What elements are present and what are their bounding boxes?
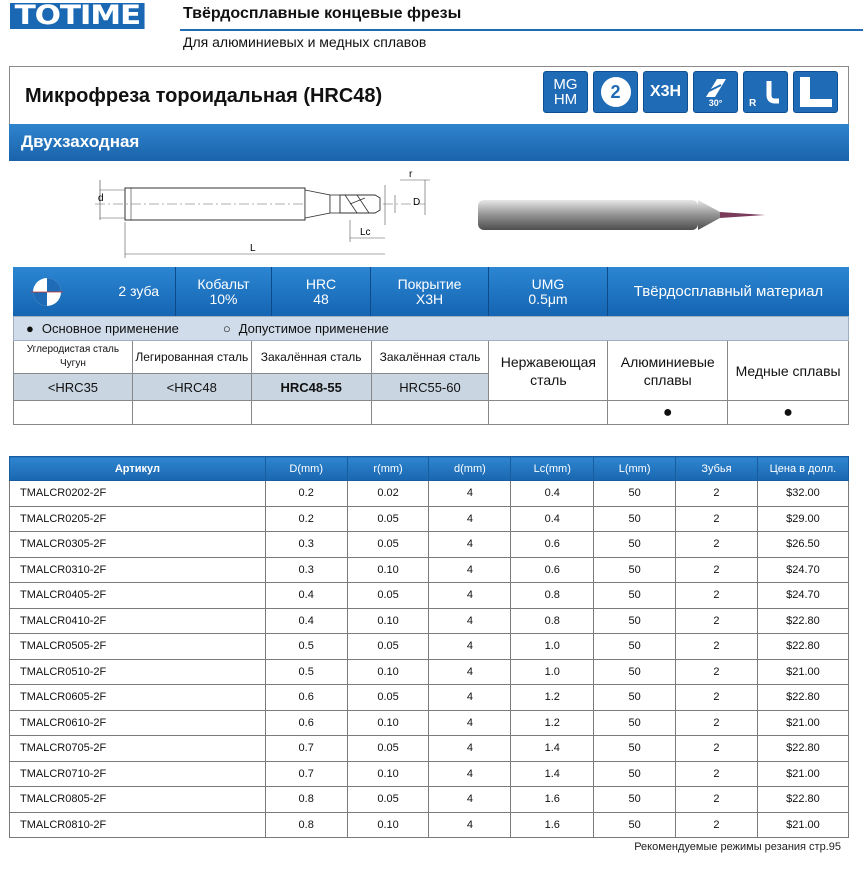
table-cell: 4	[429, 608, 511, 634]
table-row	[10, 685, 849, 711]
table-cell: 0.10	[347, 812, 429, 838]
product-title: Микрофреза тороидальная (HRC48)	[25, 85, 383, 107]
table-cell: 2	[676, 685, 758, 711]
table-cell: 0.05	[347, 685, 429, 711]
table-row	[10, 481, 849, 507]
table-cell: 0.10	[347, 557, 429, 583]
table-cell: 2	[676, 583, 758, 609]
table-cell: $24.70	[757, 557, 848, 583]
table-cell: 0.6	[265, 710, 347, 736]
table-cell: 2	[676, 710, 758, 736]
table-cell: 0.2	[265, 481, 347, 507]
table-row	[10, 634, 849, 660]
feature-badges	[543, 71, 838, 113]
table-cell: $21.00	[757, 659, 848, 685]
table-cell: 4	[429, 685, 511, 711]
table-cell: 2	[676, 812, 758, 838]
header-divider	[180, 29, 863, 31]
table-cell: 0.6	[511, 557, 594, 583]
table-cell: 0.4	[265, 583, 347, 609]
material-carbon-steel: Углеродистая сталь Чугун <HRC35	[14, 341, 133, 425]
table-cell: TMALCR0810-2F	[10, 812, 266, 838]
table-row	[10, 812, 849, 838]
table-cell: $22.80	[757, 634, 848, 660]
col-teeth: Зубья	[676, 457, 758, 481]
table-cell: 0.02	[347, 481, 429, 507]
table-cell: 4	[429, 659, 511, 685]
table-cell: 2	[676, 659, 758, 685]
table-row	[10, 659, 849, 685]
table-cell: 50	[594, 532, 676, 558]
col-price: Цена в долл.	[757, 457, 848, 481]
table-cell: 50	[594, 787, 676, 813]
product-title-box	[9, 66, 849, 124]
product-table	[9, 456, 849, 838]
main-use-marker: ●	[26, 321, 34, 336]
table-row	[10, 761, 849, 787]
table-cell: 2	[676, 761, 758, 787]
table-cell: 4	[429, 506, 511, 532]
material-copper: Медные сплавы ●	[728, 341, 849, 425]
table-cell: TMALCR0705-2F	[10, 736, 266, 762]
table-cell: 4	[429, 634, 511, 660]
table-cell: 0.5	[265, 659, 347, 685]
catalog-title: Твёрдосплавные концевые фрезы	[183, 5, 462, 22]
col-lc: Lc(mm)	[511, 457, 594, 481]
table-cell: TMALCR0605-2F	[10, 685, 266, 711]
material-alloy-steel: Легированная сталь <HRC48	[133, 341, 252, 425]
technical-drawing	[95, 170, 435, 265]
table-cell: 0.8	[265, 787, 347, 813]
page-header	[0, 0, 863, 60]
table-cell: TMALCR0510-2F	[10, 659, 266, 685]
table-cell: $22.80	[757, 736, 848, 762]
table-cell: TMALCR0310-2F	[10, 557, 266, 583]
table-cell: 2	[676, 557, 758, 583]
table-cell: 0.10	[347, 659, 429, 685]
table-cell: TMALCR0805-2F	[10, 787, 266, 813]
table-row	[10, 583, 849, 609]
table-cell: TMALCR0205-2F	[10, 506, 266, 532]
table-cell: 4	[429, 710, 511, 736]
hrc-cell: HRC 48	[272, 267, 371, 316]
table-cell: $22.80	[757, 787, 848, 813]
table-cell: 1.2	[511, 710, 594, 736]
table-cell: 1.0	[511, 659, 594, 685]
table-cell: 0.7	[265, 761, 347, 787]
drawing-label-D: D	[413, 197, 421, 208]
table-cell: 0.8	[511, 583, 594, 609]
table-cell: 0.05	[347, 583, 429, 609]
table-row	[10, 736, 849, 762]
table-cell: 4	[429, 736, 511, 762]
table-cell: 0.10	[347, 608, 429, 634]
table-cell: 2	[676, 532, 758, 558]
table-cell: 4	[429, 481, 511, 507]
table-cell: 0.2	[265, 506, 347, 532]
table-cell: 1.4	[511, 761, 594, 787]
table-cell: 4	[429, 787, 511, 813]
table-cell: 1.6	[511, 787, 594, 813]
flute-count-badge	[593, 71, 638, 113]
material-hardened-steel-1: Закалённая сталь HRC48-55	[252, 341, 372, 425]
table-cell: 50	[594, 710, 676, 736]
table-cell: 0.05	[347, 506, 429, 532]
table-cell: 50	[594, 685, 676, 711]
table-cell: 4	[429, 812, 511, 838]
table-cell: $22.80	[757, 685, 848, 711]
table-cell: 0.05	[347, 532, 429, 558]
table-row	[10, 557, 849, 583]
table-cell: 0.4	[265, 608, 347, 634]
table-row	[10, 506, 849, 532]
long-neck-icon	[800, 77, 832, 107]
table-cell: 50	[594, 812, 676, 838]
umg-cell: UMG 0.5μm	[489, 267, 608, 316]
table-cell: $29.00	[757, 506, 848, 532]
table-cell: 2	[676, 481, 758, 507]
table-cell: 0.6	[511, 532, 594, 558]
material-aluminium: Алюминиевые сплавы ●	[608, 341, 728, 425]
application-legend: ● Основное применение ○ Допустимое применение	[13, 316, 849, 341]
col-d-diameter: D(mm)	[265, 457, 347, 481]
table-cell: 0.05	[347, 736, 429, 762]
table-cell: $21.00	[757, 761, 848, 787]
table-cell: 2	[676, 736, 758, 762]
flute-section-icon	[29, 276, 65, 308]
coating-badge: X3H	[643, 71, 688, 113]
table-cell: 0.05	[347, 787, 429, 813]
table-row	[10, 608, 849, 634]
table-cell: TMALCR0610-2F	[10, 710, 266, 736]
table-cell: 50	[594, 634, 676, 660]
material-grade-badge: MG HM	[543, 71, 588, 113]
table-cell: 50	[594, 506, 676, 532]
table-cell: $32.00	[757, 481, 848, 507]
table-cell: 50	[594, 608, 676, 634]
footer-note: Рекомендуемые режимы резания стр.95	[634, 841, 841, 853]
table-cell: 2	[676, 787, 758, 813]
table-cell: 50	[594, 557, 676, 583]
helix-angle-icon	[703, 77, 729, 99]
col-l: L(mm)	[594, 457, 676, 481]
drawing-label-l: L	[250, 243, 256, 254]
table-cell: 2	[676, 608, 758, 634]
table-cell: 0.5	[265, 634, 347, 660]
materials-row	[13, 341, 849, 425]
table-cell: $22.80	[757, 608, 848, 634]
table-cell: 50	[594, 736, 676, 762]
table-cell: 0.4	[511, 506, 594, 532]
table-cell: TMALCR0305-2F	[10, 532, 266, 558]
table-cell: 4	[429, 557, 511, 583]
teeth-cell: 2 зуба	[13, 267, 176, 316]
drawing-label-r: r	[409, 170, 413, 180]
table-cell: 50	[594, 481, 676, 507]
table-cell: 1.2	[511, 685, 594, 711]
col-article: Артикул	[10, 457, 266, 481]
table-cell: TMALCR0710-2F	[10, 761, 266, 787]
drawing-label-d: d	[98, 193, 104, 204]
alt-use-marker: ○	[222, 321, 231, 336]
spec-header-row	[13, 267, 849, 316]
table-cell: 4	[429, 532, 511, 558]
table-cell: 0.3	[265, 557, 347, 583]
table-cell: $21.00	[757, 710, 848, 736]
col-radius: r(mm)	[347, 457, 429, 481]
spec-grid	[13, 267, 849, 425]
long-neck-badge	[793, 71, 838, 113]
table-row	[10, 532, 849, 558]
material-hardened-steel-2: Закалённая сталь HRC55-60	[372, 341, 490, 425]
table-cell: TMALCR0410-2F	[10, 608, 266, 634]
coating-cell: Покрытие X3H	[371, 267, 489, 316]
material-stainless-steel: Нержавеющая сталь	[489, 341, 608, 425]
table-cell: 50	[594, 583, 676, 609]
brand-logo: TOTIME	[10, 3, 127, 29]
col-shank-d: d(mm)	[429, 457, 511, 481]
material-cell: Твёрдосплавный материал	[608, 267, 849, 316]
table-row	[10, 787, 849, 813]
cobalt-cell: Кобальт 10%	[176, 267, 272, 316]
drawing-label-lc: Lc	[360, 227, 371, 238]
table-cell: 4	[429, 583, 511, 609]
table-header-row	[10, 457, 849, 481]
table-cell: 50	[594, 659, 676, 685]
table-cell: 1.0	[511, 634, 594, 660]
table-row	[10, 710, 849, 736]
table-cell: 0.8	[265, 812, 347, 838]
table-cell: $21.00	[757, 812, 848, 838]
corner-radius-badge: R	[743, 71, 788, 113]
table-cell: 1.6	[511, 812, 594, 838]
table-cell: TMALCR0405-2F	[10, 583, 266, 609]
table-cell: TMALCR0505-2F	[10, 634, 266, 660]
table-cell: 0.4	[511, 481, 594, 507]
table-cell: 0.7	[265, 736, 347, 762]
product-photo	[470, 190, 770, 240]
table-cell: 0.3	[265, 532, 347, 558]
table-cell: 2	[676, 634, 758, 660]
flute-type-band: Двухзаходная	[9, 124, 849, 161]
table-cell: 4	[429, 761, 511, 787]
table-cell: 2	[676, 506, 758, 532]
table-cell: 0.6	[265, 685, 347, 711]
table-cell: $26.50	[757, 532, 848, 558]
table-cell: 0.10	[347, 710, 429, 736]
table-cell: $24.70	[757, 583, 848, 609]
flutes-icon: 2	[601, 77, 631, 107]
table-cell: 0.05	[347, 634, 429, 660]
table-cell: 0.10	[347, 761, 429, 787]
table-cell: 50	[594, 761, 676, 787]
catalog-subtitle: Для алюминиевых и медных сплавов	[183, 34, 427, 50]
helix-angle-badge: 30°	[693, 71, 738, 113]
table-cell: TMALCR0202-2F	[10, 481, 266, 507]
table-cell: 0.8	[511, 608, 594, 634]
table-cell: 1.4	[511, 736, 594, 762]
